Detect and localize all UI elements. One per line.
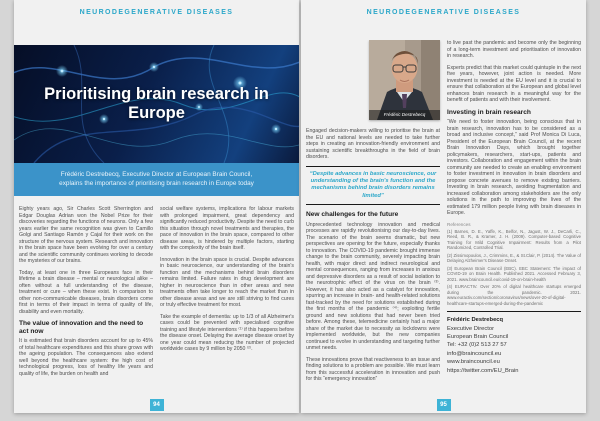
pull-quote xyxy=(306,166,440,206)
body-paragraph: Today, at least one in three Europeans face in their lifetime a brain disease – mental or neurological alike – often without a full understanding of the disease, treatment or cure – when these exist. In comparison to other non-communicable diseases, brain disorders come first in terms of their impact in terms of quality of life, disability and even mortality. xyxy=(19,269,153,315)
section-header: NEURODEGENERATIVE DISEASES xyxy=(79,9,234,16)
contact-block xyxy=(447,316,581,375)
right-page-column-1 xyxy=(306,40,440,397)
body-paragraph: Take the example of dementia: up to 1/3 of all Alzheimer's cases could be prevented with specialised cognitive training and lifestyle interventions ⁽¹⁾ if this happens before the disease onset. Delaying the average disease onset by one year could mean reducing the number of projected worldwide cases by 9 million by 2050 ⁽²⁾. xyxy=(160,313,294,352)
hero-brain-image xyxy=(14,45,299,163)
body-paragraph: Experts predict that this market could quintuple in the next five years, however, joint action is needed. More investment is needed at the EU level and it is crucial to ensure that collaboration at the European and global level enhances brain research in a meaningful way for the benefit of patients and with their involvement. xyxy=(447,64,581,103)
references-label: References xyxy=(447,221,471,227)
right-page xyxy=(301,0,586,413)
pull-quote-text: “Despite advances in basic neuroscience, our understanding of the brain's function and the mechanisms behind brain disorders remains limited” xyxy=(309,170,437,199)
photo-caption: Frédéric Destrebecq xyxy=(369,110,440,120)
section-heading-value-of-innovation: The value of innovation and the need to act now xyxy=(19,320,144,335)
page-number-badge: 94 xyxy=(150,399,164,411)
body-paragraph: Eighty years ago, Sir Charles Scott Sherrington and Edgar Douglas Adrian won the Nobel Prize for their discoveries regarding the functions of neurons. Only a few years earlier the same recognition was given to Camillo Golgi and Santiago Ramón y Cajal for their work on the structure of the nervous system. Research and innovation in the brain space have been evolving for over a century and the scientific community continues working to decode the mysteries of our brains. xyxy=(19,206,153,264)
section-heading-investing: Investing in brain research xyxy=(447,108,531,116)
reference-item: (3) European Brain Council (EBC). EBC Statement: The impact of COVID-19 on Brain Health. Published 2021. Accessed February 3, 2021. www.braincouncil.eu/covid-19-on-brain-health xyxy=(447,265,581,282)
right-page-columns xyxy=(306,40,581,397)
portrait-illustration xyxy=(369,40,440,120)
contact-name: Frédéric Destrebecq xyxy=(447,317,504,324)
contact-email-link[interactable]: info@braincouncil.eu xyxy=(447,350,502,357)
body-paragraph: Innovation in the brain space is crucial. Despite advances in basic neuroscience, our understanding of the brain's function and the mechanisms behind brain disorders remains limited. Failure rates in drug development are higher in neuroscience than in other areas and new treatments often take longer to reach the market than in other disease areas and we are still striving to find cures or truly effective treatment for most. xyxy=(160,256,294,308)
contact-role: Executive Director xyxy=(447,325,495,332)
contact-twitter-link[interactable]: https://twitter.com/EU_Brain xyxy=(447,367,519,374)
left-page-columns xyxy=(19,206,294,397)
portrait-photo xyxy=(369,40,440,120)
body-paragraph: to live past the pandemic and become only the beginning of a long-term investment and prioritisation of innovation in research. xyxy=(447,40,581,59)
contact-phone: Tel: +32 (0)2 513 27 57 xyxy=(447,342,507,349)
left-page xyxy=(14,0,299,413)
article-title: Prioritising brain research in Europe xyxy=(44,85,269,122)
reference-item: (4) EURACTIV. Over 20% of digital healthcare startups emerged during the pandemic. 2021. www.euractiv.com/section/coronavirus/news/over-20-of-digital-healthcare-startups-emerged-during-the-pandemic xyxy=(447,284,581,306)
body-paragraph: “We need to foster innovation, being conscious that in brain research, innovation has to be considered as a broad and inclusive concept,” said Prof Monica Di Luca, President of the European Brain Council, at the recent Brain Innovation Days, which brought together policymakers, researchers, start-ups, patients and investors. Collaboration and engagement within the brain community are needed to create an enabling environment to foster investment in innovation in brain disorders and propose concrete avenues to remove existing barriers. Investing in brain research, avoiding fragmentation and increased collaboration among stakeholders are the only solutions in the path to improving the lives of the estimated 179 million people living with brain diseases in Europe. xyxy=(447,119,581,217)
right-page-column-2 xyxy=(447,40,581,397)
article-subtitle xyxy=(14,163,299,196)
reference-item: (2) Zissimopoulos, J., Crimmins, E., & St.Clair, P. (2014). The Value of Delaying Alzheimer's Disease Onset. xyxy=(447,252,581,264)
body-paragraph: It is estimated that brain disorders account for up to 45% of total healthcare expenditures and this share grows with the ageing population. The consequences also extend well beyond the healthcare system: the high cost of technological progress, loss of healthy life years and quality of life, the burden on health and xyxy=(19,338,153,377)
section-heading-new-challenges: New challenges for the future xyxy=(306,211,399,219)
body-paragraph: social welfare systems, implications for labour markets with prolonged impairment, great dependency and significantly reduced productivity. Despite the need to curb this situation through novel treatments and therapies, the pace of innovation in the brain space, compared to other disease areas, is hindered by multiple factors, starting with the complexity of the brain itself. xyxy=(160,206,294,251)
hero-section xyxy=(14,45,299,196)
section-header: NEURODEGENERATIVE DISEASES xyxy=(366,9,521,16)
contact-website-link[interactable]: www.braincouncil.eu xyxy=(447,359,500,366)
contact-divider xyxy=(447,311,581,312)
reference-item: (1) Barnes, D. E., Yaffe, K., Belfor, N., Jagust, W. J., DeCarli, C., Reed, B. R., & Kramer, J. H. (2009). Computer-based Cognitive Training for Mild Cognitive Impairment: Results from a Pilot Randomized, Controlled Trial. xyxy=(447,228,581,251)
page-number-badge: 95 xyxy=(437,399,451,411)
left-page-column-2 xyxy=(160,206,294,397)
contact-org: European Brain Council xyxy=(447,333,509,340)
body-paragraph: Unprecedented technology innovation and medical processes are rapidly revolutionising our day-to-day lives. The scenario of the brain seems dramatic, but new perspectives are opening for the future, especially thanks to innovation. The COVID-19 pandemic brought immense change to the brain community, severely impacting brain health, with major direct and indirect neurological and mental consequences, ranging from increases in anxious and depressive disorders as a result of social isolation to the neurotrophic effect of the virus on the brain ⁽³⁾. However, it has also acted as a catalyst for innovation, spurring an increase in brain- and health-related solutions fast-tracked by the need for solutions established during the first months of the pandemic ⁽⁴⁾; exploiting fertile ground and new solutions that had never been tried before. Among these, telemedicine certainly had a major share of the market due to necessity as lockdowns were implemented worldwide, but the new companies continued to evolve in understanding and targeting further unmet needs. xyxy=(306,221,440,352)
subtitle-line-2: explains the importance of prioritising brain research in Europe today xyxy=(59,180,254,187)
body-paragraph: These innovations prove that reactiveness to an issue and finding solutions to a problem are possible. We must learn from this successful acceleration in innovation and push for this “emergency innovation” xyxy=(306,356,440,383)
left-page-column-1 xyxy=(19,206,153,397)
subtitle-line-1: Frédéric Destrebecq, Executive Director at European Brain Council, xyxy=(60,171,253,178)
body-paragraph: Engaged decision-makers willing to prioritise the brain at the EU and national levels are needed to take further steps in creating an innovation-friendly environment and sustaining scientific breakthroughs in the field of brain disorders. xyxy=(306,128,440,160)
